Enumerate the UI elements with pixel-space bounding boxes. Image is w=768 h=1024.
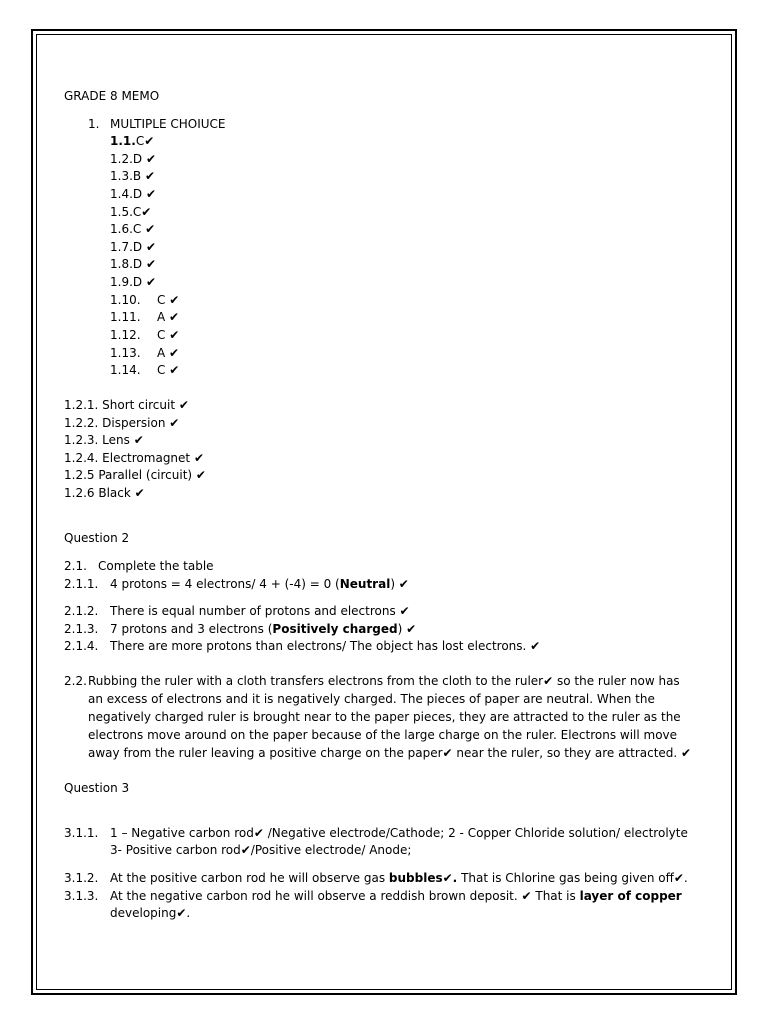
- answer-2-1-1: 4 protons = 4 electrons/ 4 + (-4) = 0 (Neutral) ✔: [110, 577, 409, 591]
- answer-3-1-1-line2: 3- Positive carbon rod✔/Positive electrode/ Anode;: [110, 843, 412, 857]
- mc-answer: 1.5.C✔: [110, 205, 152, 219]
- term-answer: 1.2.1. Short circuit ✔: [64, 398, 189, 412]
- mc-answer: 1.1.C✔: [110, 134, 155, 148]
- mc-answer: 1.7.D ✔: [110, 240, 157, 254]
- paragraph-line: an excess of electrons and it is negatively charged. The pieces of paper are neutral. When the: [88, 692, 655, 706]
- answer-3-1-3-line1: At the negative carbon rod he will observe a reddish brown deposit. ✔ That is layer of copper: [110, 889, 682, 903]
- term-answer: 1.2.4. Electromagnet ✔: [64, 451, 204, 465]
- answer-3-1-3-line2: developing✔.: [110, 906, 191, 920]
- answer-number: 3.1.1.: [64, 826, 99, 840]
- mc-answer: 1.9.D ✔: [110, 275, 157, 289]
- mc-answer: 1.13.: [110, 346, 141, 360]
- answer-number: 3.1.3.: [64, 889, 99, 903]
- mc-answer-value: C ✔: [157, 328, 180, 342]
- mc-answer-value: A ✔: [157, 310, 180, 324]
- answer-3-1-1-line1: 1 – Negative carbon rod✔ /Negative electrode/Cathode; 2 - Copper Chloride solution/ electrolyte: [110, 826, 688, 840]
- answer-number: 3.1.2.: [64, 871, 99, 885]
- term-answer: 1.2.5 Parallel (circuit) ✔: [64, 468, 206, 482]
- section-1-number: 1.: [88, 117, 100, 131]
- q2-table-number: 2.1.: [64, 559, 87, 573]
- mc-answer: 1.8.D ✔: [110, 257, 157, 271]
- answer-number: 2.1.1.: [64, 577, 99, 591]
- term-answer: 1.2.6 Black ✔: [64, 486, 145, 500]
- mc-answer: 1.2.D ✔: [110, 152, 157, 166]
- answer-number: 2.2.: [64, 674, 87, 688]
- answer-2-1-3: 7 protons and 3 electrons (Positively charged) ✔: [110, 622, 417, 636]
- mc-answer: 1.12.: [110, 328, 141, 342]
- answer-3-1-2: At the positive carbon rod he will observe gas bubbles✔. That is Chlorine gas being given off✔.: [110, 871, 688, 885]
- answer-number: 2.1.2.: [64, 604, 99, 618]
- mc-answer-value: C ✔: [157, 293, 180, 307]
- memo-title: GRADE 8 MEMO: [64, 89, 160, 103]
- paragraph-line: Rubbing the ruler with a cloth transfers electrons from the cloth to the ruler✔ so the ruler now has: [88, 674, 680, 688]
- mc-answer: 1.3.B ✔: [110, 169, 156, 183]
- answer-2-1-2: There is equal number of protons and electrons ✔: [110, 604, 410, 618]
- term-answer: 1.2.3. Lens ✔: [64, 433, 144, 447]
- question-3-heading: Question 3: [64, 781, 130, 795]
- section-1-heading: MULTIPLE CHOIUCE: [110, 117, 226, 131]
- mc-answer: 1.6.C ✔: [110, 222, 156, 236]
- mc-answer: 1.4.D ✔: [110, 187, 157, 201]
- mc-answer-value: A ✔: [157, 346, 180, 360]
- term-answer: 1.2.2. Dispersion ✔: [64, 416, 180, 430]
- mc-answer: 1.14.: [110, 363, 141, 377]
- answer-number: 2.1.4.: [64, 639, 99, 653]
- q2-table-text: Complete the table: [98, 559, 214, 573]
- mc-answer: 1.10.: [110, 293, 141, 307]
- paragraph-line: negatively charged ruler is brought near to the paper pieces, they are attracted to the ruler as the: [88, 710, 681, 724]
- mc-answer: 1.11.: [110, 310, 141, 324]
- paragraph-line: electrons move around on the paper because of the large charge on the ruler. Electrons will move: [88, 728, 678, 742]
- question-2-heading: Question 2: [64, 531, 130, 545]
- paragraph-line: away from the ruler leaving a positive charge on the paper✔ near the ruler, so they are attracted. ✔: [88, 746, 692, 760]
- mc-answer-value: C ✔: [157, 363, 180, 377]
- answer-number: 2.1.3.: [64, 622, 99, 636]
- answer-2-1-4: There are more protons than electrons/ The object has lost electrons. ✔: [110, 639, 541, 653]
